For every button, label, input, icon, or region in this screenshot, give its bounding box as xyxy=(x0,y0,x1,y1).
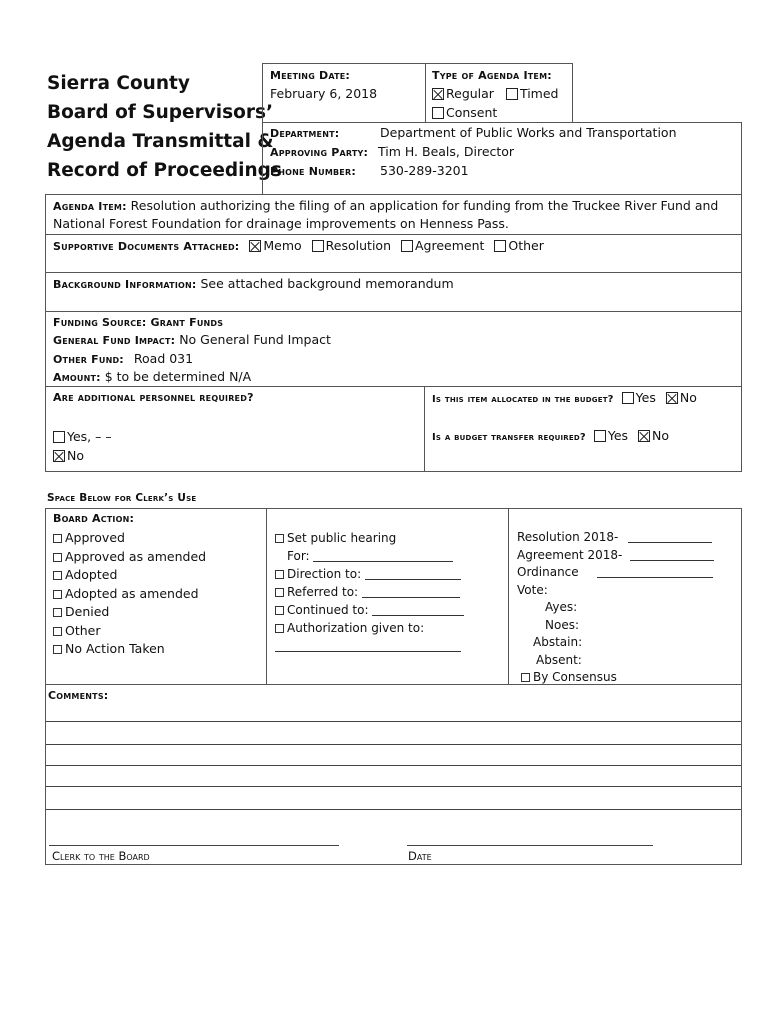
other-fund-value: Road 031 xyxy=(133,351,194,366)
regular-label: Regular xyxy=(446,86,494,101)
personnel-question: Are additional personnel required? xyxy=(53,391,254,404)
continued-field[interactable]: Continued to: xyxy=(275,601,464,619)
consent-label: Consent xyxy=(446,105,498,120)
title-line-3: Agenda Transmittal & xyxy=(47,131,274,152)
comments-box xyxy=(45,684,742,865)
vote-label: Vote: xyxy=(517,582,548,597)
agenda-item-line-1: Resolution authorizing the filing of an application for funding from the Truckee River Fund and xyxy=(130,198,719,213)
background-box xyxy=(45,272,742,312)
memo-checkbox[interactable] xyxy=(249,240,261,252)
abstain-field[interactable]: Abstain: xyxy=(533,635,583,649)
agreement-number-field[interactable]: Agreement 2018- xyxy=(517,547,714,565)
comment-line[interactable] xyxy=(46,809,741,810)
timed-label: Timed xyxy=(519,86,559,101)
action-no-action[interactable]: No Action Taken xyxy=(53,640,206,659)
agenda-item-label: Agenda Item: xyxy=(53,200,127,213)
agenda-item-line-2: National Forest Foundation for drainage improvements on Henness Pass. xyxy=(53,216,509,231)
noes-field[interactable]: Noes: xyxy=(545,617,579,632)
authorization-field[interactable]: Authorization given to: xyxy=(275,619,464,637)
budget-no-label: No xyxy=(679,390,697,405)
comment-line[interactable] xyxy=(46,744,741,745)
board-action-label: Board Action: xyxy=(53,512,135,525)
resolution-number-field[interactable]: Resolution 2018- xyxy=(517,529,714,547)
budget-box xyxy=(424,386,742,472)
consent-checkbox[interactable] xyxy=(432,107,444,119)
department-value: Department of Public Works and Transportation xyxy=(380,125,677,140)
consensus-item[interactable]: By Consensus xyxy=(517,669,714,687)
resolution-box xyxy=(508,508,742,685)
general-fund-label: General Fund Impact: xyxy=(53,334,176,347)
title-line-4: Record of Proceedings xyxy=(47,160,282,181)
agenda-type-box xyxy=(425,63,573,123)
budget-transfer-question: Is a budget transfer required? xyxy=(432,432,586,443)
other-doc-checkbox[interactable] xyxy=(494,240,506,252)
transfer-no-checkbox[interactable] xyxy=(638,430,650,442)
supporting-docs-label: Supportive Documents Attached: xyxy=(53,240,240,253)
title-line-1: Sierra County xyxy=(47,73,190,94)
budget-allocated-question: Is this item allocated in the budget? xyxy=(432,394,614,405)
board-action-box xyxy=(45,508,267,685)
action-denied[interactable]: Denied xyxy=(53,603,206,622)
action-other[interactable]: Other xyxy=(53,622,206,641)
personnel-no-checkbox[interactable] xyxy=(53,450,65,462)
action-approved-amended[interactable]: Approved as amended xyxy=(53,548,206,567)
authorization-blank[interactable] xyxy=(275,637,464,655)
budget-no-checkbox[interactable] xyxy=(666,392,678,404)
background-value: See attached background memorandum xyxy=(200,276,454,291)
clerk-signature-label: Clerk to the Board xyxy=(52,849,150,863)
ordinance-number-field[interactable]: Ordinance xyxy=(517,564,714,582)
direction-field[interactable]: Direction to: xyxy=(275,565,464,583)
budget-yes-checkbox[interactable] xyxy=(622,392,634,404)
meeting-date-value: February 6, 2018 xyxy=(270,86,378,101)
department-label: Department: xyxy=(270,127,340,140)
comment-line[interactable] xyxy=(46,786,741,787)
date-signature-line[interactable] xyxy=(407,845,653,846)
other-doc-label: Other xyxy=(508,238,544,253)
transfer-yes-checkbox[interactable] xyxy=(594,430,606,442)
personnel-no-label: No xyxy=(67,448,84,463)
approving-party-value: Tim H. Beals, Director xyxy=(378,144,515,159)
comment-line[interactable] xyxy=(46,765,741,766)
transfer-yes-label: Yes xyxy=(607,428,629,443)
action-adopted[interactable]: Adopted xyxy=(53,566,206,585)
clerk-signature-line[interactable] xyxy=(49,845,339,846)
referred-field[interactable]: Referred to: xyxy=(275,583,464,601)
ayes-field[interactable]: Ayes: xyxy=(545,600,578,614)
phone-label: Phone Number: xyxy=(270,165,356,178)
timed-checkbox[interactable] xyxy=(506,88,518,100)
set-hearing-item[interactable]: Set public hearing xyxy=(275,529,464,547)
budget-yes-label: Yes xyxy=(635,390,656,405)
date-signature-label: Date xyxy=(408,849,432,863)
amount-value: $ to be determined N/A xyxy=(104,369,252,384)
agreement-checkbox[interactable] xyxy=(401,240,413,252)
amount-label: Amount: xyxy=(53,371,101,384)
personnel-yes-label: Yes, – – xyxy=(67,429,112,444)
personnel-box xyxy=(45,386,425,472)
agreement-label: Agreement xyxy=(414,238,485,253)
hearing-box xyxy=(266,508,509,685)
department-box xyxy=(262,122,742,195)
action-adopted-amended[interactable]: Adopted as amended xyxy=(53,585,206,604)
comment-line[interactable] xyxy=(46,721,741,722)
funding-box xyxy=(45,311,742,387)
general-fund-value: No General Fund Impact xyxy=(179,332,331,347)
resolution-checkbox[interactable] xyxy=(312,240,324,252)
title-line-2: Board of Supervisors’ xyxy=(47,102,273,123)
personnel-yes-checkbox[interactable] xyxy=(53,431,65,443)
meeting-date-label: Meeting Date: xyxy=(270,69,351,82)
other-fund-label: Other Fund: xyxy=(53,353,124,366)
agenda-item-box xyxy=(45,194,742,235)
comments-label: Comments: xyxy=(48,689,109,702)
memo-label: Memo xyxy=(263,238,302,253)
approving-party-label: Approving Party: xyxy=(270,146,369,159)
absent-field[interactable]: Absent: xyxy=(536,652,582,667)
clerk-use-heading: Space Below for Clerk’s Use xyxy=(47,492,197,504)
transfer-no-label: No xyxy=(652,428,670,443)
agenda-type-label: Type of Agenda Item: xyxy=(432,69,552,82)
meeting-date-box xyxy=(262,63,426,123)
funding-source-label: Funding Source: Grant Funds xyxy=(53,316,224,329)
background-label: Background Information: xyxy=(53,278,197,291)
phone-value: 530-289-3201 xyxy=(380,163,469,178)
action-approved[interactable]: Approved xyxy=(53,529,206,548)
supporting-docs-box xyxy=(45,234,742,273)
regular-checkbox[interactable] xyxy=(432,88,444,100)
page-title xyxy=(47,69,282,185)
resolution-label: Resolution xyxy=(325,238,391,253)
hearing-for-field[interactable]: For: xyxy=(275,547,464,565)
